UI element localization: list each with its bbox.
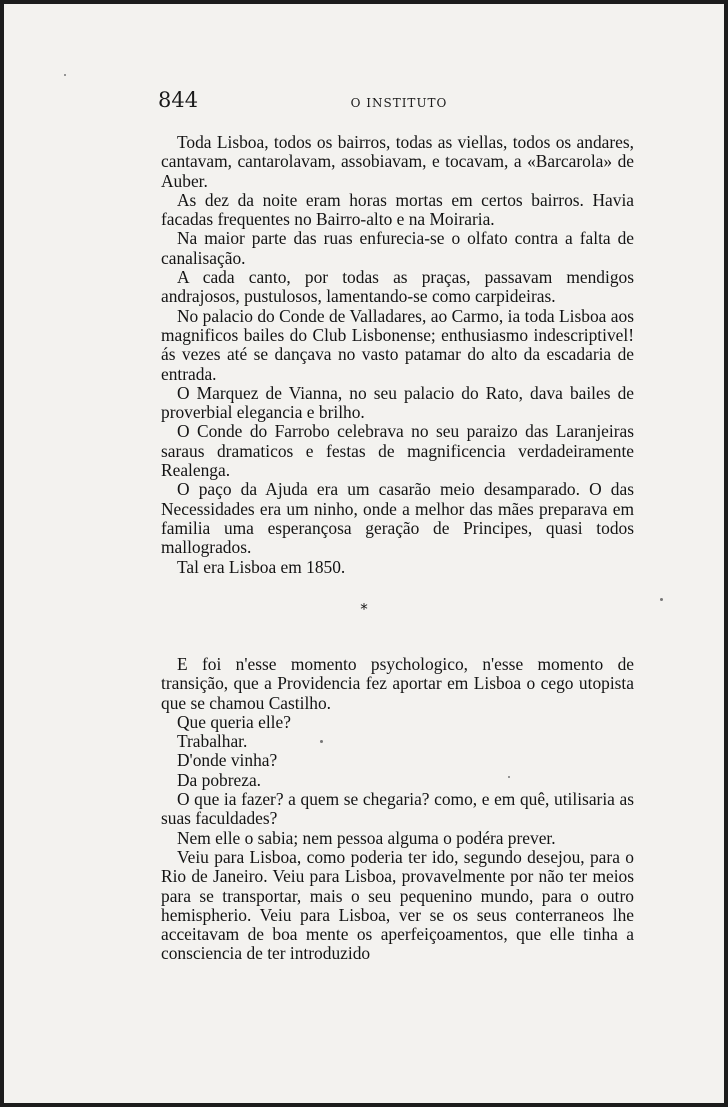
paragraph: Da pobreza. — [177, 769, 262, 790]
paragraph: Nem elle o sabia; nem pessoa alguma o podéra prever. — [177, 827, 556, 848]
section-two — [161, 655, 634, 964]
book-page — [4, 4, 724, 1103]
paragraph: No palacio do Conde de Valladares, ao Carmo, ia toda Lisboa aos magnificos bailes do Club Lisbonense; enthusiasmo indescriptivel! ás vezes até se dançava no vasto patamar do alto da escadaria de entrada. — [161, 305, 634, 384]
paragraph: As dez da noite eram horas mortas em certos bairros. Havia facadas frequentes no Bairro-alto e na Moiraria. — [161, 189, 634, 230]
section-one — [161, 133, 634, 577]
running-title: O INSTITUTO — [350, 96, 448, 110]
paragraph: O Conde do Farrobo celebrava no seu paraizo das Laranjeiras saraus dramaticos e festas de magnificencia verdadeiramente Realenga. — [161, 421, 634, 481]
paper-speck — [320, 740, 323, 743]
paper-speck — [660, 598, 663, 601]
paragraph: O Marquez de Vianna, no seu palacio do Rato, dava bailes de proverbial elegancia e brilho. — [161, 382, 634, 423]
page-number: 844 — [158, 88, 199, 112]
paragraph: O paço da Ajuda era um casarão meio desamparado. O das Necessidades era um ninho, onde a melhor das mães preparava em familia uma esperançosa geração de Principes, quasi todos mallogrados. — [161, 479, 634, 558]
paper-speck — [64, 74, 66, 76]
paragraph: E foi n'esse momento psychologico, n'esse momento de transição, que a Providencia fez aportar em Lisboa o cego utopista que se chamou Castilho. — [161, 654, 634, 713]
paragraph: Na maior parte das ruas enfurecia-se o olfato contra a falta de canalisação. — [161, 228, 634, 268]
paragraph: O que ia fazer? a quem se chegaria? como, e em quê, utilisaria as suas faculdades? — [161, 789, 634, 829]
paper-speck — [508, 776, 510, 778]
paragraph: Toda Lisboa, todos os bairros, todas as viellas, todos os andares, cantavam, cantarolavam, assobiavam, e tocavam, a «Barcarola» de Auber. — [161, 132, 634, 191]
paragraph: Veiu para Lisboa, como poderia ter ido, segundo desejou, para o Rio de Janeiro. Veiu para Lisboa, provavelmente por não ter meios para se transportar, mais o seu pequenino mundo, para o outro hemispherio. Veiu para Lisboa, ver se os seus conterraneos lhe acceitavam de boa mente os aperfeiçoamentos, que elle tinha a consciencia de ter introduzido — [161, 846, 634, 964]
section-separator: * — [360, 600, 368, 618]
paragraph: Que queria elle? — [177, 711, 291, 732]
page-header — [154, 88, 644, 118]
paragraph: D'onde vinha? — [177, 750, 278, 771]
paragraph: A cada canto, por todas as praças, passavam mendigos andrajosos, pustulosos, lamentando-se como carpideiras. — [161, 267, 634, 307]
paragraph: Trabalhar. — [177, 731, 248, 752]
paragraph: Tal era Lisboa em 1850. — [177, 556, 346, 577]
